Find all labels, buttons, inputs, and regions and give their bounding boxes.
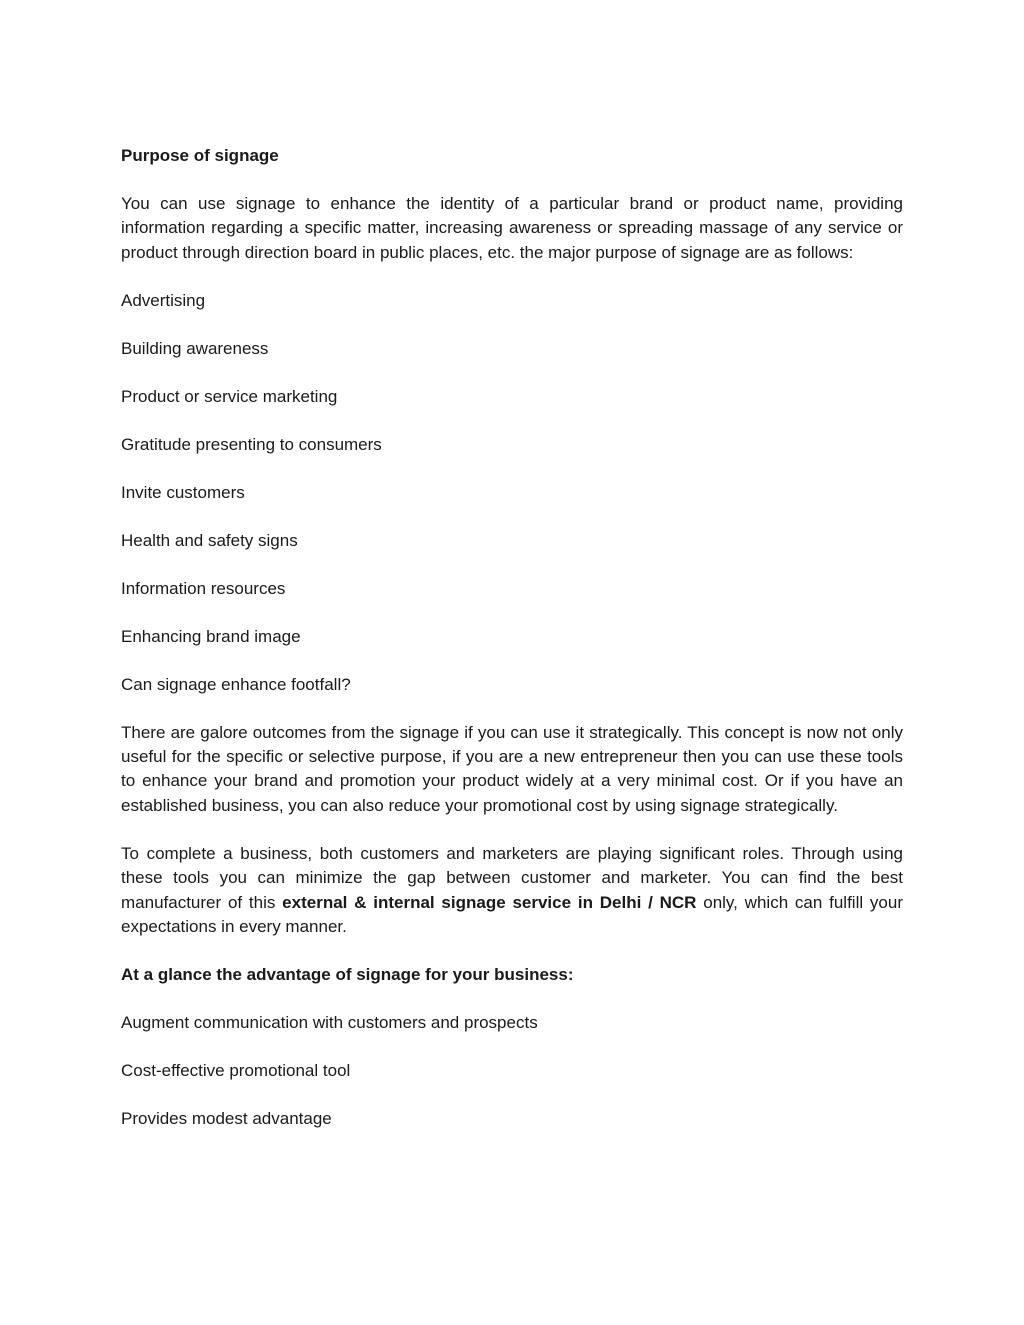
advantage-item-cost-effective: Cost-effective promotional tool <box>121 1061 351 1081</box>
intro-paragraph: You can use signage to enhance the identity of a particular brand or product name, providing information regarding a specific matter, increasing awareness or spreading massage of any service or product through direction board in public places, etc. the major purpose of signage are as follows: <box>121 194 903 262</box>
advantage-item-modest-advantage: Provides modest advantage <box>121 1109 332 1129</box>
business-paragraph-ending: only, which can fulfill your expectations in every manner. <box>121 892 903 936</box>
purpose-item-gratitude: Gratitude presenting to consumers <box>121 434 382 454</box>
advantage-item-communication: Augment communication with customers and prospects <box>121 1013 538 1033</box>
advantages-heading: At a glance the advantage of signage for your business: <box>121 965 574 985</box>
business-paragraph <box>121 842 903 939</box>
purpose-item-invite-customers: Invite customers <box>121 482 245 502</box>
business-paragraph-text: To complete a business, both customers and marketers are playing significant roles. Through using these tools you can minimize the gap between customer and marketer. You can find the best manufacturer of this <box>121 844 903 912</box>
purpose-item-information-resources: Information resources <box>121 578 286 598</box>
purpose-item-building-awareness: Building awareness <box>121 338 269 358</box>
footfall-paragraph: There are galore outcomes from the signage if you can use it strategically. This concept is now not only useful for the specific or selective purpose, if you are a new entrepreneur then you can use these tools to enhance your brand and promotion your product widely at a very minimal cost. Or if you have an established business, you can also reduce your promotional cost by using signage strategically. <box>121 722 903 815</box>
service-highlight: external & internal signage service in Delhi / NCR <box>282 892 697 912</box>
purpose-item-health-safety: Health and safety signs <box>121 530 298 550</box>
document-page <box>121 144 903 1155</box>
purpose-item-brand-image: Enhancing brand image <box>121 626 301 646</box>
advantages-list <box>121 1011 903 1131</box>
purpose-list <box>121 289 903 649</box>
footfall-question: Can signage enhance footfall? <box>121 674 351 694</box>
document-title: Purpose of signage <box>121 146 279 165</box>
purpose-item-marketing: Product or service marketing <box>121 386 338 406</box>
purpose-item-advertising: Advertising <box>121 290 206 310</box>
